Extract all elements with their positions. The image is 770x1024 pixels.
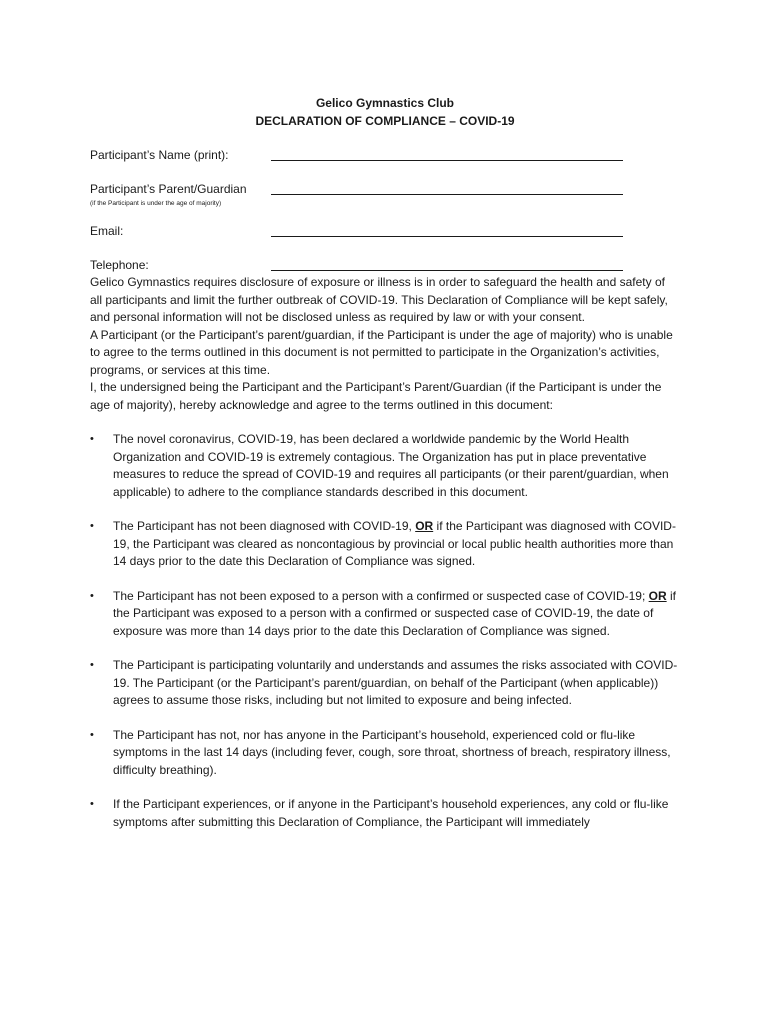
telephone-label-wrap <box>90 257 271 275</box>
term-text-before: The Participant has not been exposed to a person with a confirmed or suspected case of COVID-19; <box>113 588 649 603</box>
bullet-icon: • <box>90 589 94 602</box>
guardian-note: (if the Participant is under the age of majority) <box>90 200 222 207</box>
term-text-after: if the Participant was exposed to a person with a confirmed or suspected case of COVID-19, the date of exposure was more than 14 days prior to the date this Declaration of Compliance was signed. <box>113 588 676 638</box>
list-item <box>90 518 680 571</box>
bullet-icon: • <box>90 520 94 532</box>
club-name: Gelico Gymnastics Club <box>315 96 455 110</box>
email-line[interactable] <box>271 223 623 237</box>
or-emphasis: OR <box>648 588 667 603</box>
list-item <box>90 588 680 641</box>
bullet-icon: • <box>90 728 94 741</box>
form-title: DECLARATION OF COMPLIANCE – COVID-19 <box>255 114 515 128</box>
term-text-after: if the Participant was diagnosed with COVID-19, the Participant was cleared as noncontagious by provincial or local public health authorities more than 14 days prior to the date this Declaration of Compliance was signed. <box>113 519 676 568</box>
acknowledgement-paragraph: I, the undersigned being the Participant and the Participant’s Parent/Guardian (if the Participant is under the age of majority), hereby acknowledge and agree to the terms outlined in this document: <box>90 380 662 412</box>
list-item <box>90 727 680 780</box>
participant-name-label-wrap <box>90 147 271 165</box>
telephone-label: Telephone: <box>90 257 149 272</box>
email-label-wrap <box>90 223 271 241</box>
list-item <box>90 796 680 831</box>
list-item <box>90 657 680 710</box>
telephone-line[interactable] <box>271 257 623 271</box>
participant-name-label: Participant’s Name (print): <box>90 148 229 162</box>
bullet-icon: • <box>90 798 94 810</box>
guardian-field <box>90 181 680 209</box>
email-field <box>90 223 680 241</box>
bullet-icon: • <box>90 659 94 671</box>
eligibility-paragraph: A Participant (or the Participant’s parent/guardian, if the Participant is under the age of majority) who is unable to agree to the terms outlined in this document is not permitted to participate in the Organization’s activities, programs, or services at this time. <box>90 327 673 377</box>
guardian-line[interactable] <box>271 181 623 195</box>
participant-fields <box>90 147 680 274</box>
disclosure-paragraph: Gelico Gymnastics requires disclosure of exposure or illness is in order to safeguard the health and safety of all participants and limit the further outbreak of COVID-19. This Declaration of Compliance will be kept safely, and personal information will not be disclosed unless as required by law or with your consent. <box>90 275 668 324</box>
term-text: The Participant is participating voluntarily and understands and assumes the risks associated with COVID-19. The Participant (or the Participant’s parent/guardian, on behalf of the Participant (when applicable)) agrees to assume those risks, including but not limited to exposure and being infected. <box>113 658 678 707</box>
term-text-before: The Participant has not been diagnosed with COVID-19, <box>113 519 416 533</box>
term-text: If the Participant experiences, or if anyone in the Participant’s household experiences, any cold or flu-like symptoms after submitting this Declaration of Compliance, the Participant will immediately <box>113 797 669 829</box>
term-text: The Participant has not, nor has anyone in the Participant’s household, experienced cold or flu-like symptoms in the last 14 days (including fever, cough, sore throat, shortness of breach, respiratory illness, difficulty breathing). <box>113 727 671 777</box>
terms-list <box>90 431 680 831</box>
telephone-field <box>90 257 680 275</box>
term-text: The novel coronavirus, COVID-19, has been declared a worldwide pandemic by the World Health Organization and COVID-19 is extremely contagious. The Organization has put in place preventative measures to reduce the spread of COVID-19 and requires all participants (or their parent/guardian, when applicable) to adhere to the compliance standards described in this document. <box>113 432 669 499</box>
or-emphasis: OR <box>415 519 434 533</box>
email-label: Email: <box>90 224 124 238</box>
bullet-icon: • <box>90 433 94 445</box>
guardian-label: Participant’s Parent/Guardian <box>90 181 247 196</box>
participant-name-field <box>90 147 680 165</box>
guardian-label-wrap <box>90 181 271 209</box>
list-item <box>90 431 680 501</box>
participant-name-line[interactable] <box>271 147 623 161</box>
